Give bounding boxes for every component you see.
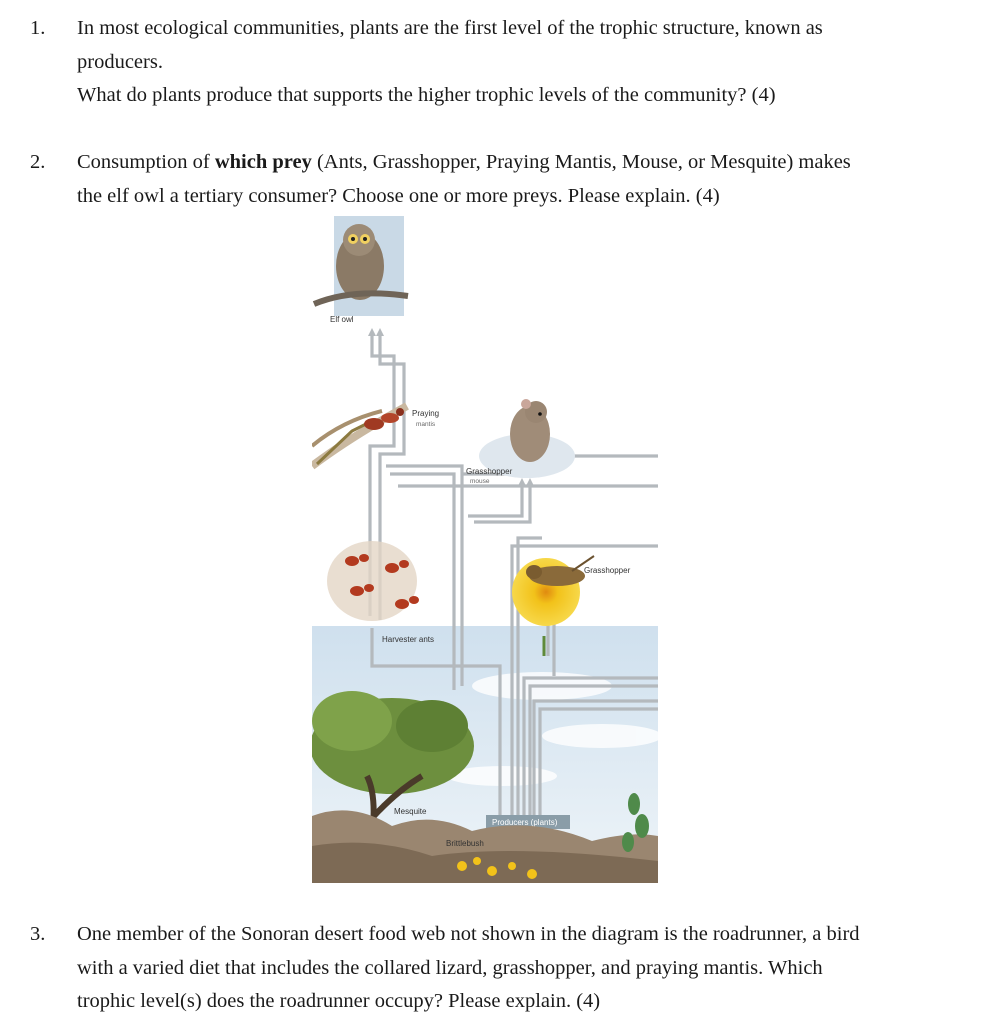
label-grasshopper-mouse-1: Grasshopper: [466, 467, 513, 476]
question-text: [77, 918, 957, 1019]
label-grasshopper: Grasshopper: [584, 566, 631, 575]
text-segment: (Ants, Grasshopper, Praying Mantis, Mouse, or Mesquite) makes: [311, 151, 851, 173]
question-line: trophic level(s) does the roadrunner occupy? Please explain. (4): [77, 990, 601, 1012]
label-praying-mantis-1: Praying: [412, 409, 440, 418]
question-text: [77, 146, 957, 213]
question-line: with a varied diet that includes the collared lizard, grasshopper, and praying mantis. Which: [77, 956, 823, 979]
question-text: [77, 12, 957, 113]
label-harvester-ants: Harvester ants: [382, 635, 435, 644]
bold-phrase: which prey: [214, 151, 312, 173]
text-segment: Consumption of: [77, 151, 215, 173]
question-number: 2.: [30, 151, 46, 173]
label-grasshopper-mouse-2: mouse: [470, 478, 490, 485]
question-number: 1.: [30, 17, 46, 39]
question-line: One member of the Sonoran desert food web not shown in the diagram is the roadrunner, a bird: [77, 923, 860, 945]
question-line: the elf owl a tertiary consumer? Choose one or more preys. Please explain. (4): [77, 184, 720, 207]
food-web-figure: [312, 216, 658, 883]
question-line: [77, 146, 957, 180]
label-mesquite: Mesquite: [394, 807, 427, 816]
label-producers: Producers (plants): [492, 818, 558, 827]
question-line: producers.: [77, 50, 163, 73]
label-praying-mantis-2: mantis: [416, 421, 436, 428]
question-line: What do plants produce that supports the higher trophic levels of the community? (4): [77, 84, 776, 106]
question-number: 3.: [30, 923, 46, 945]
label-brittlebush: Brittlebush: [446, 839, 484, 848]
question-line: In most ecological communities, plants are the first level of the trophic structure, known as: [77, 17, 823, 39]
label-elf-owl: Elf owl: [330, 315, 354, 324]
food-web-diagram: [312, 216, 658, 883]
